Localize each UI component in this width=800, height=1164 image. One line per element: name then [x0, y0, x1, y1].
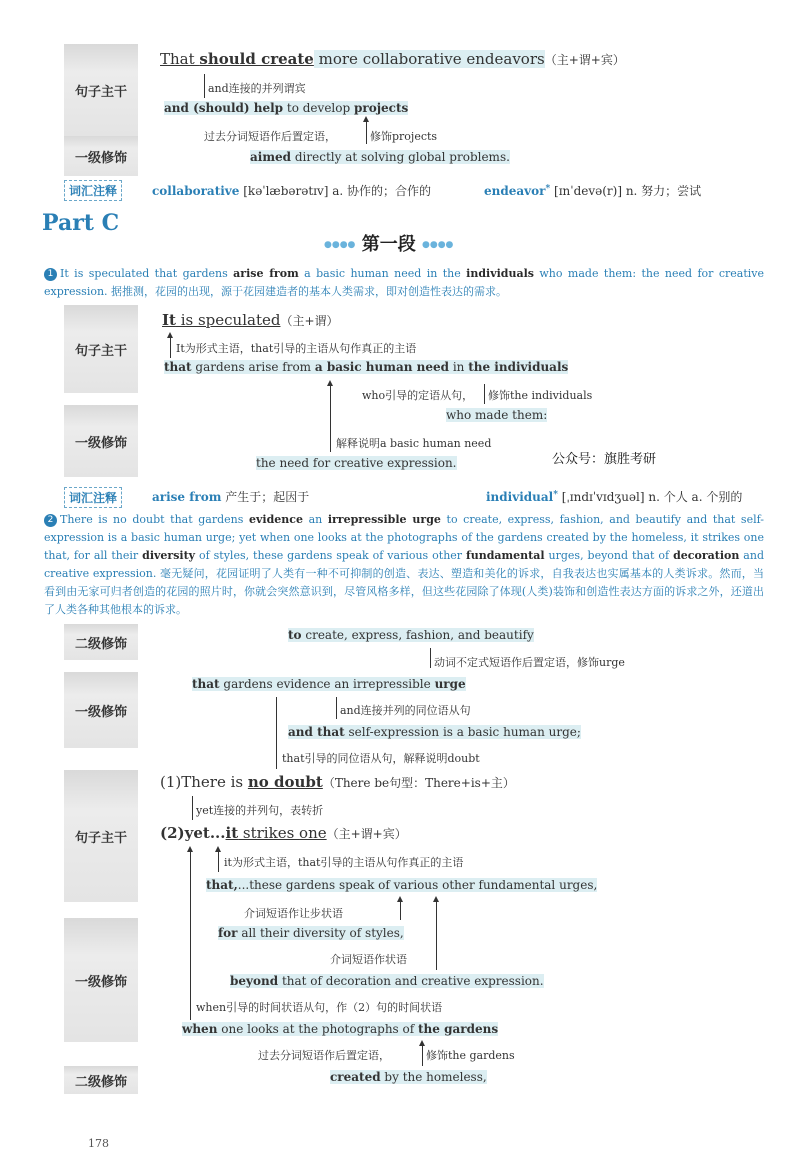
vocab-tag-top: 词汇注释	[64, 180, 122, 201]
top-vocab-1: collaborative [kəˈlæbərətɪv] a. 协作的；合作的	[152, 184, 432, 198]
p1-main-label: 句子主干	[64, 305, 138, 393]
p2-f1-note: 介词短语作让步状语	[244, 907, 343, 920]
p2-a2-note: that引导的同位语从句，解释说明doubt	[282, 752, 480, 765]
p2-main-label: 句子主干	[64, 770, 138, 902]
top-vocab-2: endeavor* [ɪnˈdevə(r)] n. 努力；尝试	[484, 184, 702, 198]
p2-f4-note-b: 修饰the gardens	[426, 1049, 515, 1062]
p1-note-1: It为形式主语，that引导的主语从句作真正的主语	[176, 342, 417, 355]
p2-second-label-2: 二级修饰	[64, 1066, 138, 1094]
paragraph-1: 1 It is speculated that gardens arise from a basic human need in the individuals who made them: the need for creative expression. 据推测，花园的出现，源于花园建造者的基本人类需求，即对创造性表达的需求。	[44, 267, 764, 298]
p2-main-1-note: yet连接的并列句，表转折	[196, 804, 324, 817]
p1-line-2: that gardens arise from a basic human need in the individuals	[164, 360, 569, 374]
top-main-clause: That should create more collaborative endeavors（主+谓+宾）	[160, 50, 625, 68]
p1-vocab-2: individual* [ˌɪndɪˈvɪdʒuəl] n. 个人 a. 个别的	[486, 490, 743, 504]
top-note-1: and连接的并列谓宾	[208, 82, 306, 95]
p1-main-clause: It is speculated（主+谓）	[162, 311, 339, 329]
p2-s1: to create, express, fashion, and beautify	[288, 628, 534, 642]
p2-f2-note: 介词短语作状语	[330, 953, 407, 966]
p1-note-2a: who引导的定语从句，	[362, 389, 474, 402]
p1-line-4: the need for creative expression.	[256, 456, 457, 470]
part-title: Part C	[42, 210, 120, 236]
p1-vocab-1: arise from 产生于；起因于	[152, 490, 310, 504]
main-trunk-label: 句子主干	[64, 44, 138, 136]
p2-a1: that gardens evidence an irrepressible urge	[192, 677, 466, 691]
p1-note-3: 解释说明a basic human need	[336, 437, 492, 450]
p2-second-label-1: 二级修饰	[64, 624, 138, 660]
top-line-3: aimed directly at solving global problems.	[250, 150, 510, 164]
section-title: ●●●● 第一段 ●●●●	[324, 234, 454, 255]
watermark-text: 公众号：旗胜考研	[552, 452, 657, 467]
p1-line-3: who made them:	[446, 408, 548, 422]
top-line-2: and (should) help to develop projects	[164, 101, 409, 115]
p2-f5: created by the homeless,	[330, 1070, 487, 1084]
p2-s1-note: 动词不定式短语作后置定语，修饰urge	[434, 656, 625, 669]
p2-f2: for all their diversity of styles,	[218, 926, 404, 940]
p2-f3: beyond that of decoration and creative expression.	[230, 974, 544, 988]
vocab-tag-p1: 词汇注释	[64, 487, 122, 508]
p2-main-2-note: it为形式主语，that引导的主语从句作真正的主语	[224, 856, 464, 869]
p2-a2: and that self-expression is a basic human urge;	[288, 725, 581, 739]
first-level-label: 一级修饰	[64, 136, 138, 176]
paragraph-2: 2 There is no doubt that gardens evidence an irrepressible urge to create, express, fashion, and beautify and that self-expression is a basic human urge; yet when one looks at the photographs of the gardens created by the homeless, it strikes one that, for all their diversity of styles, these gardens speak of various other fundamental urges, beyond that of decoration and creative expression. 毫无疑问，花园证明了人类有一种不可抑制的创造、表达、塑造和美化的诉求，自我表达也实属基本的人类诉求。然而，当看到由无家可归者创造的花园的照片时，你就会突然意识到，尽管风格多样，但这些花园除了体现(人类)装饰和创造性表达方面的诉求之外，还道出了人类各种其他根本的诉求。	[44, 513, 765, 616]
p2-f1: that,...these gardens speak of various other fundamental urges,	[206, 878, 598, 892]
p2-a1-note: and连接并列的同位语从句	[340, 704, 471, 717]
p1-first-label: 一级修饰	[64, 405, 138, 477]
page-number: 178	[88, 1137, 109, 1150]
p1-note-2b: 修饰the individuals	[488, 389, 593, 402]
p2-f4: when one looks at the photographs of the gardens	[182, 1022, 499, 1036]
p2-first-label-2: 一级修饰	[64, 918, 138, 1042]
p2-main-2: (2)yet...it strikes one（主+谓+宾）	[160, 824, 407, 842]
p2-f4-note-a: 过去分词短语作后置定语，	[258, 1049, 390, 1062]
p2-first-label-1: 一级修饰	[64, 672, 138, 748]
top-note-2b: 修饰projects	[370, 130, 438, 143]
top-note-2a: 过去分词短语作后置定语，	[204, 130, 336, 143]
p2-f3-note: when引导的时间状语从句，作（2）句的时间状语	[196, 1001, 443, 1014]
p2-main-1: (1)There is no doubt（There be句型：There+is+主）	[160, 773, 515, 791]
